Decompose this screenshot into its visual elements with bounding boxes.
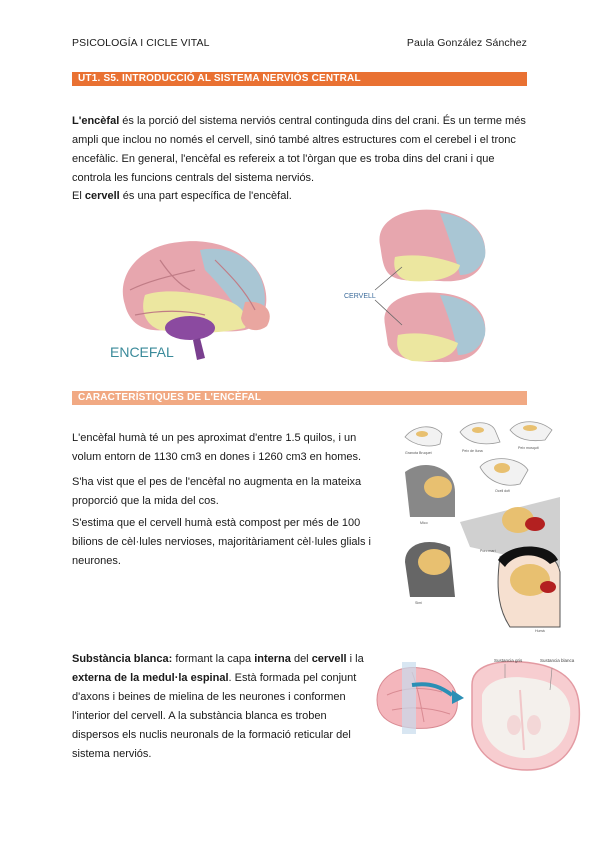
paragraph-text: formant la capa xyxy=(172,653,255,665)
paragraph-encefal xyxy=(72,112,528,188)
species-label: Porc marí xyxy=(480,549,496,553)
species-label: Peix de lluna xyxy=(462,449,483,453)
paragraph-text: és una part específica de l'encèfal. xyxy=(119,190,292,202)
encefal-brain-image xyxy=(105,230,285,370)
cervell-label: CERVELL xyxy=(344,293,376,300)
gray-matter-label: Sustancia gris xyxy=(494,658,523,663)
section-title-bar-2: CARACTERÍSTIQUES DE L'ENCÈFAL xyxy=(72,391,527,405)
term-encefal: L'encèfal xyxy=(72,115,120,127)
encefal-label: ENCEFAL xyxy=(110,344,174,360)
term-interna: interna xyxy=(254,653,291,665)
species-label: Ocell dofí xyxy=(495,489,511,493)
cervell-brain-image xyxy=(340,205,490,375)
term-substancia-blanca: Substància blanca: xyxy=(72,653,173,665)
paragraph-cervell xyxy=(72,187,528,206)
term-medulla: externa de la medul·la espinal xyxy=(72,672,229,684)
paragraph-proporcio: S'ha vist que el pes de l'encèfal no augmenta en la mateixa proporció que la mida del cos. xyxy=(72,476,362,507)
white-matter-image xyxy=(372,650,587,775)
paragraph-neurones: S'estima que el cervell humà està compost per més de 100 bilions de cèl·lules nervioses, majoritàriament cèl·lules glials i neurones. xyxy=(72,517,371,567)
term-cervell: cervell xyxy=(84,190,120,202)
cervell-brain-top xyxy=(379,210,485,282)
paragraph-pes: L'encèfal humà té un pes aproximat d'entre 1.5 quilos, i un volum entorn de 1130 cm3 en dones i 1260 cm3 en homes. xyxy=(72,432,362,463)
paragraph-text: i la xyxy=(346,653,364,665)
species-label: Peix mosquit xyxy=(518,446,539,450)
paragraph-text: . Està formada pel conjunt d'axons i beines de mielina de les neurones i conformen l'interior del cervell. A la substància blanca es troben dispersos els nuclis neuronals de la formació reticular del sistema nerviós. xyxy=(72,672,357,760)
comparative-brains-image xyxy=(400,412,565,637)
species-label: Humà xyxy=(535,629,545,633)
paragraph-text: del xyxy=(290,653,312,665)
species-label: Mico xyxy=(420,521,428,525)
white-matter-label: Sustancia blanca xyxy=(540,658,575,663)
paragraph-text: El xyxy=(72,190,85,202)
term-cervell-2: cervell xyxy=(311,653,347,665)
species-label: Granota Bruquet xyxy=(405,451,432,455)
paragraph-substancia-blanca xyxy=(72,650,370,764)
cervell-brain-bottom xyxy=(384,292,485,362)
document-header-title: PSICOLOGÍA I CICLE VITAL xyxy=(72,37,210,49)
document-header-author: Paula González Sánchez xyxy=(406,37,527,49)
species-label: Simi xyxy=(415,601,422,605)
section-title-bar: UT1. S5. INTRODUCCIÓ AL SISTEMA NERVIÓS CENTRAL xyxy=(72,72,527,86)
paragraph-text: és la porció del sistema nerviós central continguda dins del crani. És un terme més ampli que inclou no només el cervell, sinó també altres estructures com el cerebel i el tronc encefàlic. En general, l'encèfal es refereix a tot l'òrgan que es troba dins del crani i que controla les funcions centrals del sistema nerviós. xyxy=(72,115,526,184)
